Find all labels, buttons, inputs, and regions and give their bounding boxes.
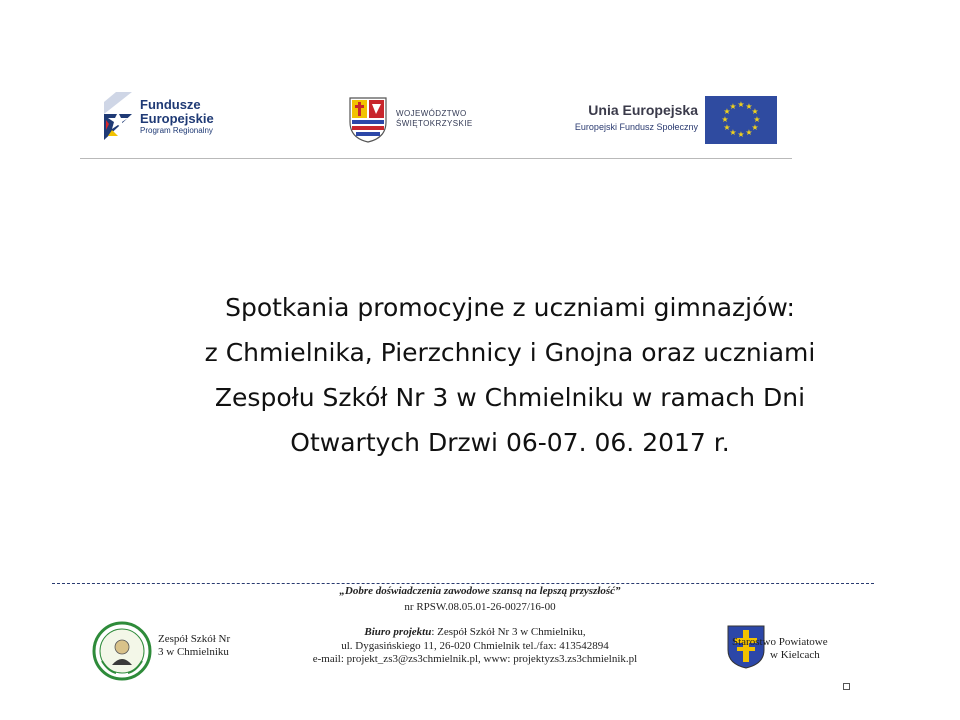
- wojewodztwo-line1: WOJEWÓDZTWO: [396, 109, 467, 118]
- svg-text:★: ★: [753, 115, 761, 124]
- starostwo-line2: w Kielcach: [770, 649, 820, 661]
- office-line1: : Zespół Szkół Nr 3 w Chmielniku,: [431, 626, 586, 638]
- svg-text:★: ★: [745, 128, 753, 137]
- wojewodztwo-logo: [346, 94, 516, 144]
- svg-text:★: ★: [737, 100, 745, 109]
- wojewodztwo-line2: ŚWIĘTOKRZYSKIE: [396, 119, 473, 128]
- svg-text:★: ★: [723, 107, 731, 116]
- school-name: [158, 633, 230, 658]
- school-name-line2: 3 w Chmielniku: [158, 645, 229, 658]
- svg-text:★: ★: [721, 115, 729, 124]
- logo-strip: [88, 86, 788, 156]
- svg-text:★: ★: [729, 128, 737, 137]
- office-contact: e-mail: projekt_zs3@zs3chmielnik.pl, www: projektyzs3.zs3chmielnik.pl: [312, 653, 638, 665]
- office-label: Biuro projektu: [364, 626, 432, 638]
- project-number: nr RPSW.08.05.01-26-0027/16-00: [404, 601, 556, 613]
- starostwo-label: [732, 636, 828, 662]
- fundusze-line2: Europejskie: [140, 110, 214, 126]
- swietokrzyskie-crest-icon: [346, 94, 390, 144]
- fundusze-star-icon: [98, 90, 138, 142]
- svg-text:★: ★: [751, 123, 759, 132]
- slide-title: [130, 285, 890, 465]
- footer-divider: [52, 583, 874, 584]
- starostwo-line1: Starostwo Powiatowe: [732, 636, 828, 648]
- office-address: ul. Dygasińskiego 11, 26-020 Chmielnik tel./fax: 413542894: [341, 639, 609, 652]
- title-line-4: Otwartych Drzwi 06-07. 06. 2017 r.: [290, 428, 730, 457]
- ue-line2: Europejski Fundusz Społeczny: [574, 122, 698, 132]
- title-line-3: Zespołu Szkół Nr 3 w Chmielniku w ramach Dni: [214, 383, 806, 412]
- fundusze-line3: Program Regionalny: [140, 126, 213, 136]
- anchor-marker: [843, 683, 850, 690]
- school-seal-icon: [92, 621, 152, 681]
- svg-text:★: ★: [737, 130, 745, 139]
- svg-text:★: ★: [723, 123, 731, 132]
- unia-europejska-logo: [538, 96, 788, 151]
- svg-text:★: ★: [745, 102, 753, 111]
- project-office: [275, 626, 675, 667]
- eu-flag-icon: [705, 96, 777, 144]
- project-slogan: „Dobre doświadczenia zawodowe szansą na lepszą przyszłość”: [339, 585, 621, 597]
- svg-text:★: ★: [751, 107, 759, 116]
- school-name-line1: Zespół Szkół Nr: [158, 633, 231, 645]
- svg-text:★: ★: [729, 102, 737, 111]
- fundusze-europejskie-logo: [98, 90, 248, 150]
- ue-line1: Unia Europejska: [588, 102, 698, 118]
- header-divider: [80, 158, 792, 159]
- fundusze-line1: Fundusze: [140, 97, 201, 112]
- title-line-2: z Chmielnika, Pierzchnicy i Gnojna oraz uczniami: [204, 338, 816, 367]
- title-line-1: Spotkania promocyjne z uczniami gimnazjów:: [225, 293, 795, 322]
